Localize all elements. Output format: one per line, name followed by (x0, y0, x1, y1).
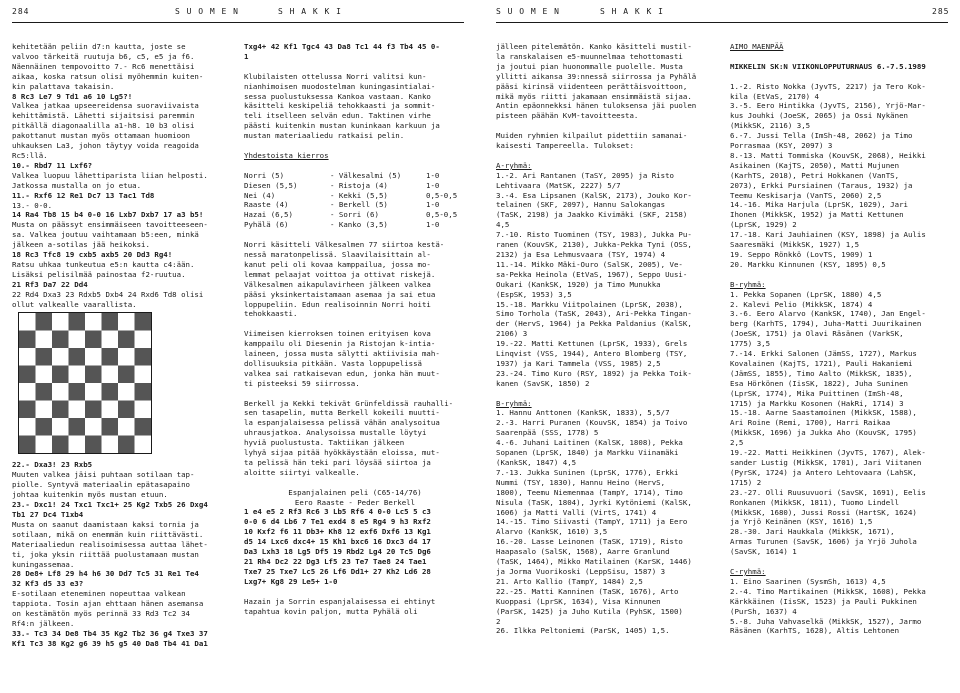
text-line: (LprSK, 1929) 2 (730, 220, 797, 230)
chess-moves-line: 21 Rh4 Dc2 22 Dg3 Lf5 23 Te7 Tae8 24 Tae1 (244, 557, 427, 567)
text-line: (MikkSK, 1680), Jussi Rossi (HartSK, 1624) (730, 507, 917, 517)
chess-moves-line: 11.- Rxf6 12 Re1 Dc7 13 Tac1 Td8 (12, 190, 155, 200)
section-heading: B-ryhmä: (496, 398, 532, 408)
text-line (730, 72, 952, 82)
text-line: Välkesalmen aikapulavirheen jälkeen valkea (244, 279, 431, 289)
text-line: ollut valkealle vaarallista. (12, 299, 137, 309)
text-line: 4,5 (496, 220, 510, 230)
text-line: 6.-7. Jussi Tella (ImSh-48, 2062) ja Timo (730, 131, 913, 141)
text-line: 1.-2. Risto Nokka (JyvTS, 2217) ja Tero Kok- (730, 81, 926, 91)
text-line: 1. Pekka Sopanen (LprSK, 1880) 4,5 (730, 289, 882, 299)
running-header-suomen: S U O M E N (496, 7, 560, 16)
text-line: on kestämätön myös perinnä 33 Rd3 Tc2 34 (12, 609, 190, 619)
text-line: Porrasmaa (KSY, 2097) 3 (730, 141, 833, 151)
header-rule (496, 22, 948, 23)
text-line: (MikkSK, 1696) ja Jukka Aho (KouvSK, 1795) (730, 428, 917, 438)
text-line (496, 121, 718, 131)
text-line: 2 (496, 616, 501, 626)
text-line: 3.-4. Esa Lipsanen (KalSK, 2173), Jouko Kor- (496, 190, 692, 200)
text-line: tappiota. Tosin ajan ehttaan hänen asemansa (12, 599, 204, 609)
text-line: Linqvist (VSS, 1944), Antero Blomberg (TSY, (496, 349, 688, 359)
result-cell: Raaste (4) (244, 200, 289, 210)
chess-moves-line: 14 Ra4 Tb8 15 b4 0-0 16 Lxb7 Dxb7 17 a3 b5! (12, 210, 204, 220)
text-line: Esa Hörkönen (IisSK, 1822), Juha Suninen (730, 378, 908, 388)
chess-moves-line: 22.- Dxa3! 23 Rxb5 (12, 460, 93, 470)
text-line: 13.- 0-0. (12, 200, 53, 210)
result-cell: Pyhälä (6) (244, 220, 289, 230)
text-line: johtaa kuitenkin myös mustan etuun. (12, 490, 168, 500)
chess-moves-line: Tb1 27 Dc4 T1xb4 (12, 510, 84, 519)
result-row (244, 171, 466, 181)
text-line: Valkea luopuu lähettiparista liian helposti. (12, 170, 208, 180)
text-line: laineen, jossa musta sälytti aktiivisia mah- (244, 349, 440, 359)
text-line: pääsi yksinkertaistamaan asemaa ja sai etua (244, 289, 436, 299)
section-heading: C-ryhmä: (730, 566, 766, 576)
result-cell: - Kanko (3,5) (330, 220, 388, 230)
text-line: Lisäksi pelisilmää painostaa f2-ruutua. (12, 269, 186, 279)
result-cell: 0,5-0,5 (426, 210, 458, 220)
column-left (496, 42, 718, 636)
text-line: 19.-22. Matti Heikkinen (JyvTS, 1767), Alek- (730, 448, 926, 458)
text-line: Jatkossa mustalla on jo etua. (12, 180, 142, 190)
chess-moves-line: 21 Rf3 Da7 22 Dd4 (12, 279, 88, 289)
chess-moves-line: 1 e4 e5 2 Rf3 Rc6 3 Lb5 Rf6 4 0-0 Lc5 5 c3 (244, 507, 431, 517)
text-line: Klubilaisten ottelussa Norri valitsi kun- (244, 71, 427, 81)
text-line: kila (EtVaS, 2170) 4 (730, 91, 819, 101)
header-rule (12, 22, 464, 23)
result-cell: - Välkesalmi (5) (330, 170, 402, 180)
text-line: Materiaaliedun realisoimisessa auttaa lähet- (12, 539, 208, 549)
text-line (496, 151, 718, 161)
text-line: kanut peli oli kovaa kamppailua, jossa mo- (244, 259, 431, 269)
text-line: 2132) ja Esa Lehmusvaara (TSY, 1974) 4 (496, 250, 666, 259)
text-line: 4.-6. Juhani Laitinen (KalSK, 1808), Pekka (496, 438, 683, 448)
text-line: ranen (KouvSK, 2130), Jukka-Pekka Tyni (OSS, (496, 240, 692, 250)
text-line: (JoeSK, 1751) ja Olavi Räsänen (VarkSK, (730, 329, 904, 339)
text-line: Valkea jatkaa upseereidensa suoraviivaista (12, 101, 199, 111)
text-line: Näennäinen tempovoitto 7.- Rc6 menettäisi (12, 61, 195, 71)
text-line: 2.-3. Harri Puranen (KouvSK, 1854) ja Toivo (496, 418, 688, 428)
text-line: Kovalainen (KajTS, 1721), Pauli Hakaniemi (730, 358, 913, 368)
text-line: nessä maratonpelissä. Slaavilaisittain al- (244, 249, 431, 259)
text-line: 19.-22. Matti Kettunen (LprSK, 1933), Grels (496, 339, 688, 349)
text-line: mustan materiaaliedu ratkaisi pelin. (244, 131, 405, 141)
chess-moves-line: 10.- Rbd7 11 Lxf6? (12, 160, 93, 170)
text-line: Alarvo (KankSK, 1610) 3,5 (496, 527, 608, 537)
text-line: 20. Markku Kinnunen (KSY, 1895) 0,5 (730, 259, 886, 269)
text-line: Saaresmäki (MikkSK, 1927) 1,5 (730, 240, 860, 250)
result-cell: 1-0 (426, 170, 440, 180)
text-line: (SavSK, 1614) 1 (730, 547, 797, 557)
result-cell: 1-0 (426, 200, 440, 210)
chess-moves-line: Lxg7+ Kg8 29 Le5+ 1-0 (244, 576, 338, 586)
text-line: pääsi kirinsä viidenteen perättäisvoittoon, (496, 81, 688, 91)
text-line: lemmat pelaajat voittoa ja ottivat riskejä. (244, 269, 436, 279)
text-line: 3.-5. Eero Hintikka (JyvTS, 2156), Yrjö-Mar- (730, 101, 926, 111)
text-line: kus Jouhki (JoeSK, 2065) ja Ossi Nykänen (730, 111, 908, 121)
text-line: (TaSK, 1464), Mikko Matilainen (KarSK, 1446) (496, 557, 692, 567)
text-line: berg (KarhTS, 1794), Juha-Matti Juurikainen (730, 319, 922, 329)
text-line (244, 389, 466, 399)
text-line: 22 Rd4 Dxa3 23 Rdxb5 Dxb4 24 Rxd6 Td8 olisi (12, 289, 204, 299)
text-line (730, 557, 952, 567)
chess-moves-line: 1 (244, 51, 249, 61)
text-line: pitkällä diagonaalilla a1-h8. 10 b3 olisi (12, 121, 195, 131)
text-line: Simo Torhola (TaSK, 2043), Ari-Pekka Tingan- (496, 309, 692, 319)
chess-moves-line: 32 Kf3 d5 33 e3? (12, 579, 84, 589)
text-line: telainen (SKF, 2097), Hannu Salokangas (496, 200, 666, 210)
chess-moves-line: 0-0 6 d4 Lb6 7 Te1 exd4 8 e5 Rg4 9 h3 Rxf2 (244, 517, 431, 527)
text-line: Antin epäonnekksi hänen tuloksensa jäi puolen (496, 101, 697, 111)
text-line: sander Lustig (MikkSK, 1701), Jari Viitanen (730, 458, 922, 468)
chess-diagram (18, 312, 152, 454)
chess-moves-line: MIKKELIN SK:N VIIKONLOPPUTURNAUS 6.-7.5.1989 (730, 61, 926, 71)
text-line: 22.-25. Matti Kanninen (TaSK, 1676), Arto (496, 586, 679, 596)
chess-moves-line: 33.- Tc3 34 De8 Tb4 35 Kg2 Tb2 36 g4 Txe3 37 (12, 628, 208, 638)
result-row (244, 200, 466, 210)
result-cell: Diesen (5,5) (244, 180, 298, 190)
chess-moves-line: Kf1 Tc3 38 Kg2 g6 39 h5 g5 40 Da8 Tb4 41 Da1 (12, 638, 208, 648)
text-line: 28.-30. Jari Haukkala (MikkSK, 1671), (730, 527, 895, 537)
text-line: Espanjalainen peli (C65-14/76) (288, 487, 422, 497)
text-line: 17.-18. Kari Jauhiainen (KSY, 1898) ja Aulis (730, 230, 926, 240)
text-line: valvoo tärkeitä ruutuja b6, c5, e5 ja f6. (12, 51, 195, 61)
text-line: 1800), Teemu Niemenmaa (TampY, 1714), Timo (496, 487, 683, 497)
text-line: ja joutui pian huonommalle puolelle. Musta (496, 61, 683, 71)
chess-moves-line: 18 Rc3 Tfc8 19 cxb5 axb5 20 Dd3 Rg4! (12, 250, 173, 260)
text-line: pisteen päähän KvM-tavoitteesta. (496, 111, 639, 121)
text-line: teli itselleen selvän edun. Taktinen virhe (244, 111, 431, 121)
text-line (244, 319, 466, 329)
text-line (244, 62, 466, 72)
text-line: aloitte siirtyi valkealle. (244, 467, 360, 477)
column-right (244, 42, 466, 616)
result-cell: 1-0 (426, 180, 440, 190)
column-right (730, 42, 952, 636)
text-line: 23.-24. Timo Kuro (RSY, 1892) ja Pekka Toik- (496, 368, 692, 378)
running-header-shakki: S H A K K I (278, 7, 342, 16)
text-line: Ratsu uhkaa tunkeutua e5:n kautta c4:ään. (12, 259, 195, 269)
text-line: Kärkkäinen (IisSK, 1523) ja Pauli Pukkinen (730, 596, 917, 606)
text-line: 2. Kalevi Pelio (MikkSK, 1874) 4 (730, 299, 873, 309)
text-line (730, 52, 952, 62)
text-line: 7.-14. Erkki Salonen (JämSS, 1727), Markus (730, 349, 917, 359)
text-line: 1606) ja Matti Valli (VirtS, 1741) 4 (496, 507, 657, 517)
text-line: 15.-18. Markku Viitpolainen (LprSK, 2038), (496, 299, 683, 309)
text-line: sa. Valkea joutuu vaihtamaan b5:een, minkä (12, 230, 199, 240)
right-page (480, 0, 960, 693)
section-heading: A-ryhmä: (496, 160, 532, 170)
text-line: Haapasalo (SalSK, 1568), Aarre Granlund (496, 547, 670, 557)
text-line: Muiden ryhmien kilpailut pidettiin samanai- (496, 131, 688, 141)
text-line (244, 587, 466, 597)
running-header-shakki: S H A K K I (600, 7, 664, 16)
text-line: Asikainen (KajTS, 2050), Matti Mujunen (730, 160, 900, 170)
text-line: ti, joka yksin riittää puolustamaan mustan (12, 549, 199, 559)
text-line: (KankSK, 1847) 4,5 (496, 458, 577, 468)
text-line: 14.-15. Timo Siivasti (TampY, 1711) ja Eero (496, 517, 688, 527)
chess-moves-line: 8 Rc3 Le7 9 Td1 a6 10 Lg5?! (12, 91, 133, 101)
text-line: (MikkSK, 2116) 3,5 (730, 121, 811, 131)
text-line: (LprSK, 1774), Mika Puittinen (ImSh-48, (730, 388, 904, 398)
text-line: 2.-4. Timo Martikainen (MikkSK, 1608), Pekka (730, 586, 926, 596)
text-line: tapahtua kovin paljon, mutta Pyhälä oli (244, 606, 418, 616)
result-cell: - Ristoja (4) (330, 180, 388, 190)
text-line: 1937) ja Kari Tammela (VSS, 1985) 2,5 (496, 358, 661, 368)
text-line: Kuoppasi (LprSK, 1634), Visa Kinnunen (496, 596, 661, 606)
chess-moves-line: 28 De8+ Lf8 29 h4 h6 30 Dd7 Tc5 31 Re1 Te4 (12, 569, 199, 579)
text-line: Oukari (KankSK, 1920) ja Timo Munukka (496, 279, 661, 289)
text-line: kuningassemaa. (12, 559, 75, 569)
text-line: 1715) ja Markku Kosonen (HakRi, 1714) 3 (730, 398, 904, 408)
running-header-suomen: S U O M E N (175, 7, 239, 16)
text-line: yllitti aikansa 39:nnessä siirrossa ja Pyhälä (496, 71, 697, 81)
text-line: 3.-6. Eero Alarvo (KankSK, 1740), Jan Engel- (730, 309, 926, 319)
column-left (12, 42, 230, 649)
text-line: loppupeliin. Edun realisoinnin Norri hoiti (244, 299, 431, 309)
text-line: 26. Ilkka Peltoniemi (ParSK, 1405) 1,5. (496, 626, 670, 636)
text-line: Sopanen (LprSK, 1840) ja Markku Viinamäki (496, 448, 679, 458)
text-line: Viimeisen kierroksen toinen erityisen kova (244, 329, 431, 339)
text-line: jälkeen a-sotilas jää heikoksi. (12, 240, 150, 250)
result-cell: 1-0 (426, 220, 440, 230)
text-line: Teemu Keskisarja (VanTS, 2060) 2,5 (730, 190, 882, 200)
text-line: sen tasapelin, mutta Berkell kokeili muutti- (244, 408, 440, 418)
text-line: la ranskalaisen e5-muunnelmaa tehottomasti (496, 51, 683, 61)
result-cell: Hazai (6,5) (244, 210, 293, 220)
chess-moves-line: d5 14 Lxc6 dxc4+ 15 Kh1 bxc6 16 Dxc3 d4 17 (244, 537, 431, 547)
text-line: päästi kuitenkin mustan kuninkaan karkuun ja (244, 121, 440, 131)
text-line: ti pisteeksi 59 siirrossa. (244, 378, 360, 388)
text-line: 1. Hannu Anttonen (KankSK, 1833), 5,5/7 (496, 408, 670, 418)
text-line: Berkell ja Kekki tekivät Grünfeldissä rauhalli- (244, 398, 454, 408)
text-line: Eero Raaste - Peder Berkell (294, 497, 416, 507)
text-line: Hazain ja Sorrin espanjalaisessa ei ehtinyt (244, 596, 436, 606)
text-line: 1. Eino Saarinen (SysmSh, 1613) 4,5 (730, 576, 886, 586)
text-line: Rc5:llä. (12, 150, 48, 160)
text-line (244, 230, 466, 240)
text-line: Nummi (TSY, 1830), Hannu Heino (HervS, (496, 477, 666, 487)
text-line: uhrausjatkoa. Analysoissa mustalle löytyi (244, 428, 427, 438)
text-line: piolle. Syntyvä materiaalin epätasapaino (12, 480, 190, 490)
result-row (244, 181, 466, 191)
text-line: (EspSK, 1953) 3,5 (496, 289, 572, 299)
result-cell: Nei (4) (244, 190, 276, 200)
text-line: uhkauksen Lа3, johon täytyy voida reagoida (12, 141, 199, 151)
section-heading: AIMO MAENPÄÄ (730, 42, 784, 51)
text-line: ta pelissä hän teki pari löysää siirtoa ja (244, 457, 431, 467)
text-line: (PurSh, 1637) 4 (730, 606, 797, 616)
text-line (244, 161, 466, 171)
text-line: Armas Turunen (SavSK, 1606) ja Yrjö Juhola (730, 537, 917, 547)
text-line: lyhyä sijaa pitää hyökkäystään eloissa, mut- (244, 448, 440, 458)
text-line: nianhimoisen muodostelman kuningasintialai- (244, 81, 436, 91)
text-line: 7.-10. Risto Tuominen (TSY, 1983), Jukka Pu- (496, 230, 692, 240)
text-line: la espanjalaisessa pelissä vähän analysoitua (244, 418, 440, 428)
text-line: Nisula (TaSK, 1804), Jyrki Kytöniemi (KalSK, (496, 497, 692, 507)
text-line: käsitteli keskipeliä tehokkaasti ja sommit- (244, 101, 436, 111)
chess-moves-line: 23.- Dxc1! 24 Txc1 Txc1+ 25 Kg2 Txb5 26 Dxg4 (12, 500, 208, 510)
result-cell: - Berkell (5) (330, 200, 388, 210)
text-line: Musta on saanut daamistaan kaksi tornia ja (12, 519, 199, 529)
chess-moves-line: Txg4+ 42 Kf1 Tgc4 43 Da8 Tc1 44 f3 Tb4 45 0- (244, 42, 440, 51)
text-line: 16.-20. Lasse Leinonen (TaSK, 1719), Risto (496, 537, 683, 547)
text-line: dollisuuksia pitkään. Vasta loppupelissä (244, 358, 422, 368)
text-line: kaisesti Tampereella. Tulokset: (496, 141, 634, 151)
result-row (244, 210, 466, 220)
section-heading: B-ryhmä: (730, 279, 766, 289)
text-line: 23.-27. Olli Ruusuvuori (SavSK, 1691), Eelis (730, 487, 926, 497)
text-line: kehitetään peliin d7:n kautta, joste se (12, 42, 186, 51)
text-line: E-sotilaan eteneminen nopeuttaa valkean (12, 589, 186, 599)
text-line (244, 141, 466, 151)
text-line: Musta on päässyt ensimmäiseen tavoitteeseen- (12, 220, 208, 230)
text-line: 5.-8. Juha Vahvaselkä (MikkSK, 1527), Jarmo (730, 616, 922, 626)
text-line: 2,5 (730, 438, 744, 448)
text-line: 7.-13. Jukka Suninen (LprSK, 1776), Erkki (496, 467, 679, 477)
text-line: 1715) 2 (730, 477, 762, 487)
text-line (496, 389, 718, 399)
text-line (244, 478, 466, 488)
result-cell: - Kekki (5,5) (330, 190, 388, 200)
text-line: (PyrSK, 1724) ja Antero Lehtovaara (LahSK, (730, 467, 917, 477)
section-heading: Yhdestoista kierros (244, 150, 329, 160)
text-line: 19. Seppo Rönkkö (LovTS, 1909) 1 (730, 250, 873, 259)
chess-moves-line: Txe7 25 Txe7 Lc5 26 Lf6 Dd1+ 27 Kh2 Ld6 28 (244, 566, 431, 576)
text-line: tehokkaasti. (244, 309, 298, 319)
text-line: kehittämistä. Lähetti sijaitsisi paremmin (12, 111, 195, 121)
text-line: kanen (SavSK, 1850) 2 (496, 378, 590, 388)
text-line: Ari Roine (Remi, 1700), Harri Raikaa (730, 418, 891, 428)
result-row (244, 220, 466, 230)
text-line: 11.-14. Mikko Mäki-Ouro (SalSK, 2005), Ve- (496, 259, 683, 269)
chess-moves-line: Da3 Lxh3 18 Lg5 Df5 19 Rbd2 Lg4 20 Tc5 Dg6 (244, 547, 431, 557)
text-line: 15.-18. Aarne Saastamoinen (MikkSK, 1588), (730, 408, 917, 418)
text-line: der (HervS, 1964) ja Pekka Paldanius (KalSK, (496, 319, 692, 329)
text-line: 1.-2. Ari Rantanen (TaSY, 2095) ja Risto (496, 170, 674, 180)
text-line: (TaSK, 2198) ja Jaakko Kivimäki (SKF, 2158) (496, 210, 688, 220)
text-line: 2073), Erkki Pursiainen (Taraus, 1932) ja (730, 180, 913, 190)
text-line: sa-Pekka Heinola (EtVaS, 1967), Seppo Uusi- (496, 269, 688, 279)
result-cell: - Sorri (6) (330, 210, 379, 220)
text-line: 1775) 3,5 (730, 339, 771, 349)
text-line: Rf4:n jälkeen. (12, 618, 75, 628)
text-line: mikä myös riitti jakamaan ensimmäistä sijaa. (496, 91, 692, 101)
text-line: jälleen pitelemätön. Kanko käsitteli mustil- (496, 42, 692, 51)
text-line: Muuten valkea jäisi puhtaan sotilaan tap- (12, 470, 195, 480)
page-number: 284 (12, 7, 30, 16)
text-line: Ronkanen (MikkSK, 1811), Tuomo Lindell (730, 497, 900, 507)
text-line: valkea sai ratkaisevan edun, jonka hän muut- (244, 368, 440, 378)
text-line: Lehtivaara (MatSK, 2227) 5/7 (496, 180, 621, 190)
page-number: 285 (932, 7, 950, 16)
text-line: Ihonen (MikkSK, 1952) ja Matti Kettunen (730, 210, 904, 220)
result-row (244, 191, 466, 201)
text-line: sessa puolustuksessa Kankoa vastaan. Kanko (244, 91, 431, 101)
text-line (730, 270, 952, 280)
text-line: (KarhTS, 2018), Petri Hokkanen (VanTS, (730, 170, 900, 180)
text-line: sotilaan, mikä on enemmän kuin riittävästi. (12, 529, 204, 539)
text-line: (ParSK, 1425) ja Juho Kutila (PyhSK, 1500) (496, 606, 683, 616)
text-line: pakottanut mustan myös ottamaan huomioon (12, 131, 190, 141)
text-line: kin palattava takaisin. (12, 81, 115, 91)
text-line: ja Jorma Vuorikoski (LeppSisu, 1587) 3 (496, 566, 666, 576)
text-line: Räsänen (KarhTS, 1628), Altis Lehtonen (730, 626, 900, 636)
text-line: 2106) 3 (496, 329, 528, 339)
chess-moves-line: 10 Kxf2 f6 11 Db3+ Kh8 12 exf6 Dxf6 13 Kg1 (244, 527, 431, 537)
result-cell: 0,5-0,5 (426, 190, 458, 200)
text-line: Norri käsitteli Välkesalmen 77 siirtoa kestä- (244, 240, 445, 250)
result-cell: Norri (5) (244, 170, 285, 180)
text-line: Saarenpää (SSS, 1778) 5 (496, 428, 599, 438)
text-line: 14.-16. Mika Harjula (LprSK, 1029), Jari (730, 200, 908, 210)
text-line: hyviä puolustusta. Taktiikan jälkeen (244, 438, 405, 448)
text-line: (JämSS, 1855), Timo Aalto (MikkSK, 1835), (730, 368, 913, 378)
text-line: kamppailu oli Diesenin ja Ristojan k-intia- (244, 339, 436, 349)
text-line: aikaa, koska ratsun olisi myöhemmin kuiten- (12, 71, 204, 81)
text-line: 21. Arto Kallio (TampY, 1484) 2,5 (496, 576, 643, 586)
text-line: ja Yrjö Keinänen (KSY, 1616) 1,5 (730, 517, 873, 527)
text-line: 8.-13. Matti Tommiska (KouvSK, 2068), Heikki (730, 150, 926, 160)
